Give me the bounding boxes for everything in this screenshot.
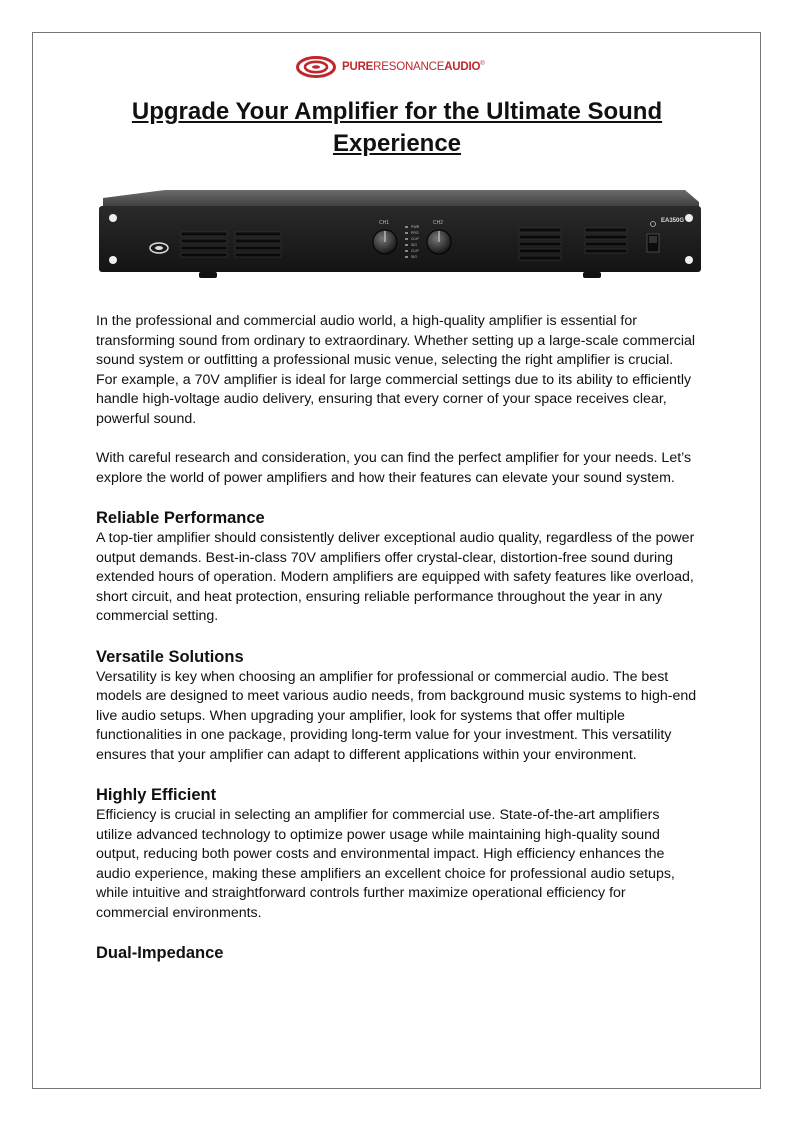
brand-name [342, 61, 485, 73]
resonance-logo-icon [296, 56, 336, 78]
brand-name-resonance: RESONANCE [373, 61, 445, 73]
section-heading: Dual-Impedance [96, 944, 224, 963]
amplifier-image [95, 188, 705, 288]
svg-text:CLIP: CLIP [411, 249, 419, 253]
section-dual-impedance [96, 943, 698, 964]
brand-trademark: ® [480, 61, 485, 68]
svg-text:CLIP: CLIP [411, 237, 419, 241]
section-heading: Highly Efficient [96, 786, 217, 805]
section-body: Efficiency is crucial in selecting an amplifier for commercial use. State-of-the-art amplifiers utilize advanced technology to optimize power usage while maintaining high-quality sound output, reducing both power costs and environmental impact. High efficiency enhances the audio experience, making these amplifiers an excellent choice for professional audio setups, while intuitive and straightforward controls further maximize operational efficiency for commercial environments. [96, 807, 675, 922]
section-heading: Versatile Solutions [96, 647, 244, 666]
svg-text:SIG: SIG [411, 255, 418, 259]
brand-name-audio: AUDIO [444, 61, 481, 73]
brand-logo [296, 54, 506, 80]
svg-text:SIG: SIG [411, 243, 418, 247]
svg-text:CH1: CH1 [379, 220, 390, 226]
svg-text:PRO: PRO [411, 231, 419, 235]
section-body: A top-tier amplifier should consistently deliver exceptional audio quality, regardless of the power output demands. Best-in-class 70V amplifiers offer crystal-clear, distortion-free sound during extended hours of operation. Modern amplifiers are equipped with safety features like overload, short circuit, and heat protection, ensuring reliable performance throughout the year in any commercial setting. [96, 529, 695, 625]
brand-name-pure: PURE [342, 61, 374, 73]
section-reliable-performance [96, 508, 698, 627]
model-label: EA350G [661, 218, 685, 224]
section-highly-efficient [96, 785, 698, 924]
section-body: Versatility is key when choosing an amplifier for professional or commercial audio. The best models are designed to meet various audio needs, from background music systems to high-end live audio setups. When upgrading your amplifier, look for systems that offer multiple functionalities in one package, providing long-term value for your investment. This versatility ensures that your amplifier can adapt to different applications within your environment. [96, 668, 697, 763]
section-heading: Reliable Performance [96, 508, 265, 527]
section-versatile-solutions [96, 647, 698, 766]
page-title: Upgrade Your Amplifier for the Ultimate Sound Experience [131, 98, 663, 157]
article-body [96, 312, 698, 984]
intro-paragraph-1: In the professional and commercial audio world, a high-quality amplifier is essential for transforming sound from ordinary to extraordinary. Whether setting up a large-scale commercial sound system or outfitting a professional music venue, selecting the right amplifier is crucial. For example, a 70V amplifier is ideal for large commercial settings due to its ability to efficiently handle high-voltage audio delivery, ensuring that every corner of your space receives clear, powerful sound. [96, 313, 696, 427]
svg-text:PWR: PWR [411, 225, 420, 229]
intro-paragraph-2: With careful research and consideration, you can find the perfect amplifier for your needs. Let’s explore the world of power amplifiers and how their features can elevate your sound system. [96, 450, 692, 486]
svg-text:CH2: CH2 [433, 220, 444, 226]
